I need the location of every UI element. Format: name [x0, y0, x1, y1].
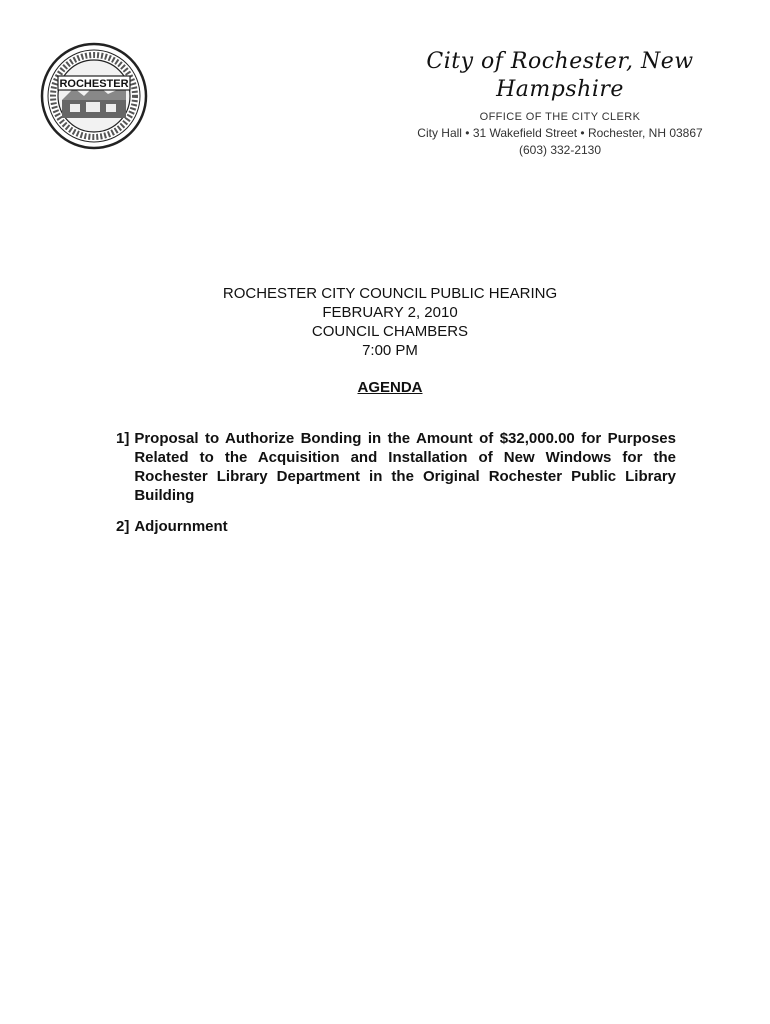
agenda-item: [116, 517, 676, 536]
hearing-title: ROCHESTER CITY COUNCIL PUBLIC HEARING: [222, 285, 558, 302]
hearing-header: [150, 284, 630, 397]
agenda-item-text: Proposal to Authorize Bonding in the Amount of $32,000.00 for Purposes Related to the Acquisition and Installation of New Windows for the Rochester Library Department in the Original Rochester Public Library Building: [134, 430, 676, 504]
office-phone: (603) 332-2130: [518, 143, 602, 157]
seal-text: ROCHESTER: [59, 78, 129, 90]
hearing-location: COUNCIL CHAMBERS: [311, 323, 469, 340]
agenda-list: [116, 429, 676, 548]
agenda-item-number: 1]: [116, 430, 130, 447]
hearing-date: FEBRUARY 2, 2010: [322, 304, 458, 321]
city-name: City of Rochester, New Hampshire: [426, 49, 694, 102]
hearing-time: 7:00 PM: [362, 342, 418, 359]
agenda-item-number: 2]: [116, 518, 130, 535]
agenda-item: [116, 429, 676, 505]
office-name: OFFICE OF THE CITY CLERK: [479, 111, 641, 123]
letterhead: [380, 48, 740, 158]
office-address: City Hall • 31 Wakefield Street • Rochester, NH 03867: [417, 126, 703, 140]
city-seal-icon: [40, 42, 148, 150]
agenda-heading: AGENDA: [357, 379, 423, 396]
agenda-item-text: Adjournment: [134, 518, 228, 535]
